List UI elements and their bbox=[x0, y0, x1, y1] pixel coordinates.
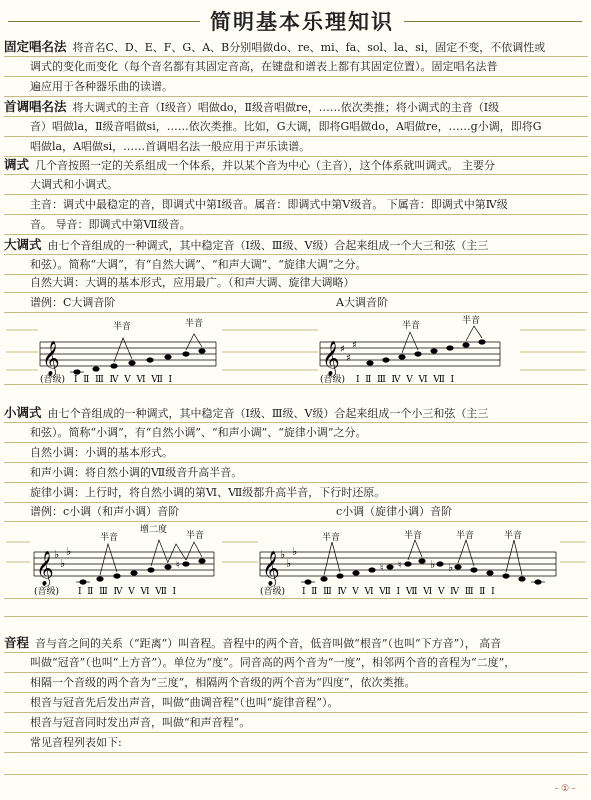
degree-numerals: Ⅰ Ⅱ Ⅲ Ⅳ Ⅴ Ⅵ Ⅶ Ⅰ bbox=[74, 375, 173, 385]
rule bbox=[4, 774, 588, 775]
note bbox=[320, 576, 327, 581]
fixed-text-1: 将音名C、D、E、F、G、A、B分别唱做do、re、mi、fa、sol、la、si，固定不变，不依调性或 bbox=[72, 41, 546, 54]
note bbox=[113, 573, 120, 578]
sharp-icon: ♯ bbox=[352, 340, 357, 351]
natural-icon: ♮ bbox=[380, 563, 384, 574]
term-minor: 小调式 bbox=[4, 405, 42, 420]
rule bbox=[4, 234, 588, 235]
minor-line-1 bbox=[4, 404, 588, 423]
semitone-label: 半音 bbox=[504, 531, 523, 541]
treble-clef-icon: 𝄞 bbox=[322, 341, 340, 376]
treble-clef-icon: 𝄞 bbox=[42, 341, 60, 376]
note bbox=[486, 570, 493, 575]
note bbox=[462, 342, 469, 347]
major-example-2: A大调音阶 bbox=[336, 296, 388, 309]
note bbox=[534, 579, 541, 584]
note bbox=[198, 348, 205, 353]
aug2-label: 增二度 bbox=[140, 525, 168, 535]
dash-lines-major bbox=[6, 330, 586, 370]
flat-icon: ♭ bbox=[66, 545, 72, 558]
note bbox=[368, 567, 375, 572]
term-fixed: 固定唱名法 bbox=[4, 39, 67, 54]
interval-line-1 bbox=[4, 634, 588, 653]
semitone-marker bbox=[458, 540, 474, 566]
minor-example-label: 谱例： bbox=[30, 505, 63, 518]
note bbox=[182, 351, 189, 356]
note bbox=[386, 564, 393, 569]
mode-line-3: 主音：调式中最稳定的音，即调式中第Ⅰ级音。属音：即调式中第Ⅴ级音。 下属音：即调式中第Ⅳ级 bbox=[30, 198, 508, 211]
rule bbox=[4, 442, 588, 443]
note bbox=[110, 363, 117, 368]
rule bbox=[4, 76, 588, 77]
semitone-marker bbox=[114, 338, 132, 362]
rule bbox=[4, 214, 588, 215]
major-line-3: 自然大调：大调的基本形式，应用最广。（和声大调、旋律大调略） bbox=[30, 276, 355, 289]
note bbox=[414, 351, 421, 356]
c-major-staff bbox=[40, 334, 216, 377]
note bbox=[73, 369, 80, 374]
note bbox=[182, 561, 189, 566]
semitone-marker bbox=[402, 332, 418, 353]
note bbox=[164, 564, 171, 569]
rule bbox=[4, 96, 588, 97]
minor-line-3: 自然小调：小调的基本形式。 bbox=[30, 446, 173, 459]
minor-staves bbox=[0, 522, 591, 602]
semitone-marker bbox=[151, 540, 168, 566]
movable-line-3: 唱做la，A唱做si，……首调唱名法一般应用于声乐读谱。 bbox=[30, 140, 311, 153]
note bbox=[454, 564, 461, 569]
semitone-marker bbox=[466, 326, 482, 341]
rule bbox=[4, 56, 588, 57]
semitone-label: 半音 bbox=[185, 319, 204, 329]
treble-clef-icon: 𝄞 bbox=[36, 551, 54, 586]
rule bbox=[4, 462, 588, 463]
degree-numerals: Ⅰ Ⅱ Ⅲ Ⅳ Ⅴ Ⅵ Ⅶ Ⅰ bbox=[356, 375, 455, 385]
movable-line-2: 音）唱做la，Ⅱ级音唱做si，……依次类推。比如，G大调，即将G唱做do，A唱做re，……g小调，即将G bbox=[30, 120, 542, 133]
note bbox=[79, 579, 86, 584]
semitone-label: 半音 bbox=[456, 531, 475, 541]
note bbox=[128, 360, 135, 365]
natural-icon: ♮ bbox=[398, 560, 402, 571]
flat-icon: ♭ bbox=[60, 557, 66, 570]
sharp-icon: ♯ bbox=[346, 353, 351, 364]
rule bbox=[4, 752, 588, 753]
major-line-2: 和弦）。简称“大调”，有“自然大调”、“和声大调”、“旋律大调”之分。 bbox=[30, 258, 367, 271]
rule bbox=[4, 384, 588, 385]
semitone-label: 半音 bbox=[404, 531, 423, 541]
interval-text-1: 音与音之间的关系（“距离”）叫音程。音程中的两个音，低音叫做“根音”（也叫“下方音”）， 高音 bbox=[35, 637, 502, 650]
interval-line-4: 根音与冠音先后发出声音，叫做“曲调音程”（也叫“旋律音程”）。 bbox=[30, 696, 339, 709]
flat-icon: ♭ bbox=[286, 557, 292, 570]
interval-line-5: 根音与冠音同时发出声音，叫做“和声音程”。 bbox=[30, 716, 251, 729]
term-movable: 首调唱名法 bbox=[4, 99, 67, 114]
note bbox=[130, 570, 137, 575]
note bbox=[304, 579, 311, 584]
semitone-label: 半音 bbox=[100, 533, 119, 543]
major-staves bbox=[0, 312, 591, 398]
term-interval: 音程 bbox=[4, 635, 30, 650]
mode-text-1: 几个音按照一定的关系组成一个体系，并以某个音为中心（主音），这个体系就叫调式。 主要分 bbox=[35, 159, 496, 172]
minor-example-2: c小调（旋律小调）音阶 bbox=[336, 505, 453, 518]
interval-line-2: 叫做“冠音”（也叫“上方音”）。单位为“度”。同音高的两个音为“一度”，相邻两个音的音程为“二度”， bbox=[30, 656, 516, 669]
title-rule-left bbox=[8, 21, 200, 22]
degree-label: (音级) bbox=[40, 375, 66, 385]
movable-text-1: 将大调式的主音（Ⅰ级音）唱做do，Ⅱ级音唱做re，……依次类推；将小调式的主音（Ⅰ级 bbox=[72, 101, 500, 114]
note bbox=[518, 576, 525, 581]
note bbox=[336, 573, 343, 578]
note bbox=[96, 576, 103, 581]
c-harmonic-minor-staff bbox=[34, 540, 214, 587]
note bbox=[382, 357, 389, 362]
note bbox=[470, 567, 477, 572]
semitone-label: 半音 bbox=[462, 316, 481, 326]
treble-clef-icon: 𝄞 bbox=[262, 551, 280, 586]
fixed-line-2: 调式的变化而变化（每个音名都有其固定音高，在键盘和谱表上都有其固定位置）。固定唱名法普 bbox=[30, 60, 498, 73]
rule bbox=[4, 254, 588, 255]
rule bbox=[4, 692, 588, 693]
rule bbox=[4, 616, 588, 617]
title-rule-right bbox=[404, 21, 582, 22]
note bbox=[366, 360, 373, 365]
note bbox=[502, 573, 509, 578]
semitone-label: 半音 bbox=[113, 322, 132, 332]
note bbox=[146, 357, 153, 362]
rule bbox=[4, 652, 588, 653]
term-mode: 调式 bbox=[4, 157, 30, 172]
minor-line-4: 和声小调：将自然小调的Ⅶ级音升高半音。 bbox=[30, 466, 243, 479]
major-example-1: C大调音阶 bbox=[63, 296, 116, 309]
degree-label: (音级) bbox=[320, 375, 346, 385]
major-line-1 bbox=[4, 236, 588, 255]
semitone-marker bbox=[408, 540, 422, 560]
rule bbox=[4, 116, 588, 117]
note bbox=[398, 354, 405, 359]
rule bbox=[4, 136, 588, 137]
note bbox=[418, 558, 425, 563]
flat-icon: ♭ bbox=[292, 545, 298, 558]
semitone-marker bbox=[186, 542, 202, 560]
rule bbox=[4, 292, 588, 293]
degree-label: (音级) bbox=[260, 587, 286, 597]
mode-line-4: 音。 导音：即调式中第Ⅶ级音。 bbox=[30, 218, 191, 231]
minor-line-2: 和弦）。简称“小调”，有“自然小调”、“和声小调”、“旋律小调”之分。 bbox=[30, 426, 367, 439]
semitone-label: 半音 bbox=[186, 531, 205, 541]
note bbox=[478, 339, 485, 344]
movable-line-1 bbox=[4, 98, 588, 117]
sharp-icon: ♯ bbox=[340, 344, 345, 355]
flat-icon: ♭ bbox=[448, 561, 454, 574]
rule bbox=[4, 174, 588, 175]
note bbox=[198, 558, 205, 563]
rule bbox=[4, 194, 588, 195]
mode-line-1 bbox=[4, 156, 588, 175]
page-number: - ① - bbox=[555, 784, 575, 794]
major-text-1: 由七个音组成的一种调式，其中稳定音（Ⅰ级、Ⅲ级、Ⅴ级）合起来组成一个大三和弦（主三 bbox=[47, 239, 489, 252]
c-melodic-minor-staff bbox=[260, 540, 556, 587]
flat-icon: ♭ bbox=[54, 548, 60, 561]
degree-label: (音级) bbox=[34, 587, 60, 597]
rule bbox=[4, 422, 588, 423]
note bbox=[164, 354, 171, 359]
fixed-line-3: 遍应用于各种器乐曲的读谱。 bbox=[30, 80, 173, 93]
rule bbox=[4, 672, 588, 673]
fixed-line-1 bbox=[4, 38, 588, 57]
term-major: 大调式 bbox=[4, 237, 42, 252]
major-example-label: 谱例： bbox=[30, 296, 63, 309]
rule bbox=[4, 732, 588, 733]
minor-line-5: 旋律小调：上行时，将自然小调的第Ⅵ、Ⅶ级都升高半音，下行时还原。 bbox=[30, 486, 386, 499]
note bbox=[430, 348, 437, 353]
minor-text-1: 由七个音组成的一种调式，其中稳定音（Ⅰ级、Ⅲ级、Ⅴ级）合起来组成一个小三和弦（主三 bbox=[47, 407, 489, 420]
note bbox=[446, 345, 453, 350]
interval-line-3: 相隔一个音级的两个音为“三度”，相隔两个音级的两个音为“四度”，依次类推。 bbox=[30, 676, 416, 689]
rule bbox=[4, 598, 588, 599]
note bbox=[352, 570, 359, 575]
rule bbox=[4, 712, 588, 713]
semitone-label: 半音 bbox=[402, 321, 421, 331]
note bbox=[147, 567, 154, 572]
flat-icon: ♭ bbox=[280, 548, 286, 561]
semitone-label: 半音 bbox=[322, 533, 341, 543]
interval-line-6: 常见音程列表如下: bbox=[30, 736, 122, 749]
degree-numerals: Ⅰ Ⅱ Ⅲ Ⅳ Ⅴ Ⅵ Ⅶ Ⅰ Ⅶ Ⅵ Ⅴ Ⅳ Ⅲ Ⅱ Ⅰ bbox=[302, 587, 495, 597]
minor-example-1: c小调（和声小调）音阶 bbox=[63, 505, 180, 518]
natural-icon: ♮ bbox=[176, 560, 180, 571]
a-major-staff bbox=[320, 326, 500, 377]
note bbox=[404, 561, 411, 566]
note bbox=[92, 366, 99, 371]
degree-numerals: Ⅰ Ⅱ Ⅲ Ⅳ Ⅴ Ⅵ Ⅶ Ⅰ bbox=[78, 587, 177, 597]
mode-line-2: 大调式和小调式。 bbox=[30, 178, 118, 191]
flat-icon: ♭ bbox=[430, 558, 436, 571]
rule bbox=[4, 482, 588, 483]
title-row bbox=[0, 4, 591, 36]
note bbox=[436, 561, 443, 566]
page-title: 简明基本乐理知识 bbox=[210, 9, 394, 34]
